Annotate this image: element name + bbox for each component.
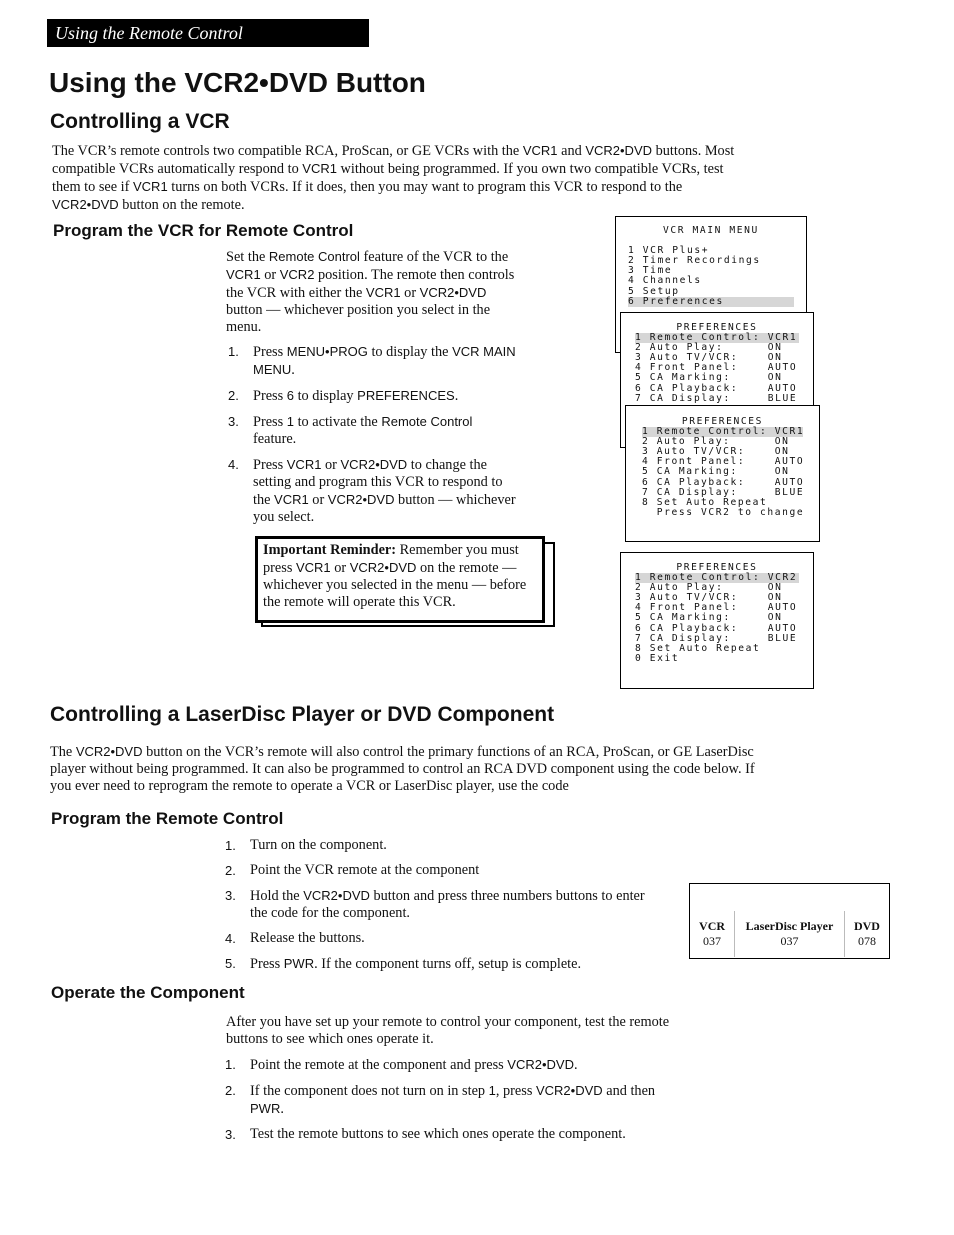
text-run: on the remote — whichever you selected in the menu — before the remote will operate this VCR.: [263, 560, 527, 610]
key-term: VCR2: [279, 267, 315, 282]
menu-line: 2 Timer Recordings: [628, 255, 761, 267]
text-run: .: [573, 1057, 578, 1073]
key-term: VCR2•DVD: [419, 285, 487, 300]
key-term: VCR2•DVD: [585, 143, 653, 158]
key-term: VCR1: [274, 492, 309, 507]
text-run: or: [308, 492, 328, 508]
text-run: After you have set up your remote to control your component, test the remote buttons to see which ones operate it.: [226, 1014, 670, 1047]
text-run: . If the component turns off, setup is complete.: [314, 956, 582, 972]
key-term: 1: [488, 1083, 496, 1098]
text-run: Hold the: [250, 888, 304, 904]
text-run: button — whichever position you select in the menu.: [226, 302, 491, 335]
program-vcr-heading: Program the VCR for Remote Control: [53, 221, 354, 240]
key-term: VCR2•DVD: [535, 1083, 603, 1098]
key-term: VCR2•DVD: [340, 457, 408, 472]
component-code-table: [689, 883, 890, 959]
key-term: VCR1: [295, 560, 331, 575]
menu-line: 3 Auto TV/VCR: ON: [635, 352, 783, 364]
step-number: 4.: [228, 457, 239, 472]
preferences-screen-2: [625, 405, 820, 542]
step-item: [225, 862, 657, 879]
step-number: 5.: [225, 956, 236, 971]
key-term: PWR: [283, 956, 315, 971]
text-run: button and press three numbers buttons to enter the code for the component.: [250, 888, 645, 921]
step-item: [228, 456, 518, 526]
menu-line: 1 Remote Control: VCR2: [635, 572, 798, 584]
text-run: or: [321, 457, 341, 473]
program-remote-heading: Program the Remote Control: [51, 809, 284, 828]
code-value-vcr: 037: [703, 934, 722, 948]
text-run: button — whichever you select.: [253, 492, 516, 525]
menu-line: 7 CA Display: BLUE: [635, 632, 798, 644]
key-term: VCR1: [365, 285, 401, 300]
menu-line: 7 CA Display: BLUE: [635, 392, 798, 404]
step-item: [228, 343, 518, 379]
text-run: , press: [495, 1083, 536, 1099]
key-term: MENU•PROG: [286, 344, 368, 359]
key-term: 1: [286, 414, 294, 429]
code-header-laserdisc: LaserDisc Player: [735, 911, 845, 934]
menu-line: 5 CA Marking: ON: [635, 612, 783, 624]
text-run: Press: [253, 414, 287, 430]
text-run: Press: [250, 956, 284, 972]
menu-title: VCR MAIN MENU: [663, 225, 759, 236]
step-item: [228, 387, 518, 405]
text-run: or: [330, 560, 350, 576]
operate-component-steps: [225, 1056, 670, 1143]
key-term: PWR: [250, 1101, 281, 1116]
vcr-intro-paragraph: [52, 142, 742, 214]
laserdisc-section-heading: Controlling a LaserDisc Player or DVD Component: [50, 703, 555, 726]
code-table: [690, 911, 889, 957]
menu-line: 4 Channels: [628, 275, 702, 287]
section-header-bar: [47, 19, 369, 47]
text-run: The: [50, 744, 76, 760]
code-header-vcr: VCR: [699, 919, 726, 933]
menu-line: 2 Auto Play: ON: [635, 342, 783, 354]
text-run: to change the setting and program this VCR to respond to the: [253, 457, 503, 508]
text-run: turns on both VCRs. If it does, then you may want to program this VCR to respond to the: [167, 179, 683, 195]
text-run: Press: [253, 457, 287, 473]
text-run: feature of the VCR to the: [359, 249, 509, 265]
step-item: [225, 930, 657, 947]
key-term: PREFERENCES: [357, 388, 455, 403]
important-reminder-box: [255, 536, 545, 623]
key-term: VCR1: [226, 267, 261, 282]
code-value-dvd: 078: [844, 934, 889, 957]
code-table-value-row: [690, 934, 889, 957]
menu-line: 5 CA Marking: ON: [635, 372, 783, 384]
key-term: VCR2•DVD: [75, 744, 143, 759]
step-item: [225, 1126, 670, 1143]
step-item: [225, 887, 657, 922]
menu-line: 0 Exit: [635, 652, 680, 664]
menu-line: 5 Setup: [628, 285, 680, 297]
menu-line: 1 Remote Control: VCR1: [635, 332, 798, 344]
code-value-laserdisc: 037: [735, 934, 845, 957]
key-term: 6: [286, 388, 294, 403]
bold-label: Important Reminder:: [263, 542, 397, 558]
key-term: VCR2•DVD: [507, 1057, 574, 1072]
menu-line: 2 Auto Play: ON: [635, 582, 783, 594]
text-run: and: [557, 143, 586, 159]
section-header-text: Using the Remote Control: [55, 23, 243, 43]
text-run: If the component does not turn on in step: [250, 1083, 489, 1099]
text-run: without being programmed. If you own two compatible VCRs, test them to see if: [52, 161, 724, 195]
menu-line: 7 CA Display: BLUE: [642, 486, 805, 498]
menu-title: PREFERENCES: [676, 562, 758, 573]
key-term: VCR2•DVD: [327, 492, 395, 507]
menu-line: 4 Front Panel: AUTO: [635, 362, 798, 374]
menu-line: 3 Auto TV/VCR: ON: [642, 446, 790, 458]
menu-title: PREFERENCES: [676, 322, 758, 333]
step-item: [225, 1056, 670, 1074]
step-number: 2.: [225, 863, 236, 878]
menu-line: 4 Front Panel: AUTO: [635, 602, 798, 614]
text-run: buttons. Most compatible VCRs automatically respond to: [52, 143, 735, 177]
text-run: or: [260, 267, 280, 283]
menu-line: 2 Auto Play: ON: [642, 436, 790, 448]
text-run: .: [454, 388, 459, 404]
text-run: Point the remote at the component and press: [250, 1057, 508, 1073]
step-item: [225, 1082, 670, 1118]
text-run: Press: [253, 388, 287, 404]
key-term: Remote Control: [381, 414, 473, 429]
key-term: Remote Control: [268, 249, 360, 264]
menu-line: 6 CA Playback: AUTO: [642, 476, 805, 488]
key-term: VCR2•DVD: [52, 197, 119, 212]
step-number: 4.: [225, 931, 236, 946]
menu-line: 5 CA Marking: ON: [642, 466, 790, 478]
text-run: to display the: [367, 344, 453, 360]
key-term: VCR2•DVD: [349, 560, 417, 575]
menu-line: 6 CA Playback: AUTO: [635, 382, 798, 394]
menu-line: 8 Set Auto Repeat: [635, 642, 761, 654]
menu-line: 1 VCR Plus+: [628, 245, 710, 257]
menu-line: 6 Preferences: [628, 297, 794, 307]
text-run: Remember you must press: [263, 542, 519, 576]
program-vcr-steps: [228, 343, 518, 526]
step-number: 3.: [225, 888, 236, 903]
code-header-dvd: DVD: [844, 911, 889, 934]
program-remote-steps: [225, 837, 657, 973]
menu-line: 4 Front Panel: AUTO: [642, 456, 805, 468]
text-run: button on the VCR’s remote will also control the primary functions of an RCA, ProScan, or GE LaserDisc player without being programmed. It can also be programmed to control an RCA DVD component using the code below. If you ever need to reprogram the remote to operate a VCR or LaserDisc player, use the code: [50, 744, 755, 794]
text-run: Turn on the component.: [250, 837, 387, 853]
step-number: 3.: [228, 414, 239, 429]
key-term: VCR1: [302, 161, 337, 176]
text-run: or: [400, 285, 420, 301]
step-number: 1.: [225, 1057, 236, 1072]
text-run: The VCR’s remote controls two compatible RCA, ProScan, or GE VCRs with the: [52, 143, 523, 159]
text-run: and then: [602, 1083, 656, 1099]
menu-line: 6 CA Playback: AUTO: [635, 622, 798, 634]
laserdisc-intro-paragraph: [50, 743, 775, 795]
step-number: 1.: [228, 344, 239, 359]
text-run: Point the VCR remote at the component: [250, 862, 480, 878]
key-term: VCR MAIN MENU: [253, 344, 516, 377]
step-number: 2.: [225, 1083, 236, 1098]
page-title: Using the VCR2•DVD Button: [49, 67, 426, 98]
key-term: VCR1: [133, 179, 168, 194]
vcr-section-heading: Controlling a VCR: [50, 110, 230, 133]
text-run: to activate the: [294, 414, 382, 430]
text-run: Set the: [226, 249, 269, 265]
menu-line: Press VCR2 to change: [642, 506, 805, 518]
menu-line: 1 Remote Control: VCR1: [642, 426, 805, 438]
code-table-header-row: [690, 911, 889, 934]
text-run: position. The remote then controls the VCR with either the: [226, 267, 515, 301]
menu-line: 3 Time: [628, 265, 673, 277]
key-term: VCR1: [286, 457, 322, 472]
text-run: Press: [253, 344, 287, 360]
text-run: to display: [294, 388, 358, 404]
step-number: 1.: [225, 838, 236, 853]
operate-component-heading: Operate the Component: [51, 983, 245, 1002]
text-run: button on the remote.: [118, 197, 245, 213]
step-item: [225, 955, 657, 973]
step-number: 3.: [225, 1127, 236, 1142]
preferences-screen-3: [620, 552, 814, 689]
menu-line: 3 Auto TV/VCR: ON: [635, 592, 783, 604]
key-term: VCR1: [522, 143, 558, 158]
text-run: Test the remote buttons to see which ones operate the component.: [250, 1126, 626, 1142]
key-term: VCR2•DVD: [303, 888, 370, 903]
text-run: .: [280, 1101, 284, 1117]
program-vcr-intro: [226, 248, 518, 336]
menu-line: 8 Set Auto Repeat: [642, 496, 768, 508]
step-item: [225, 837, 657, 854]
text-run: Release the buttons.: [250, 930, 365, 946]
operate-component-intro: [226, 1014, 671, 1048]
text-run: feature.: [253, 431, 297, 447]
menu-title: PREFERENCES: [681, 416, 764, 427]
text-run: .: [291, 362, 295, 378]
step-item: [228, 413, 518, 448]
step-number: 2.: [228, 388, 239, 403]
